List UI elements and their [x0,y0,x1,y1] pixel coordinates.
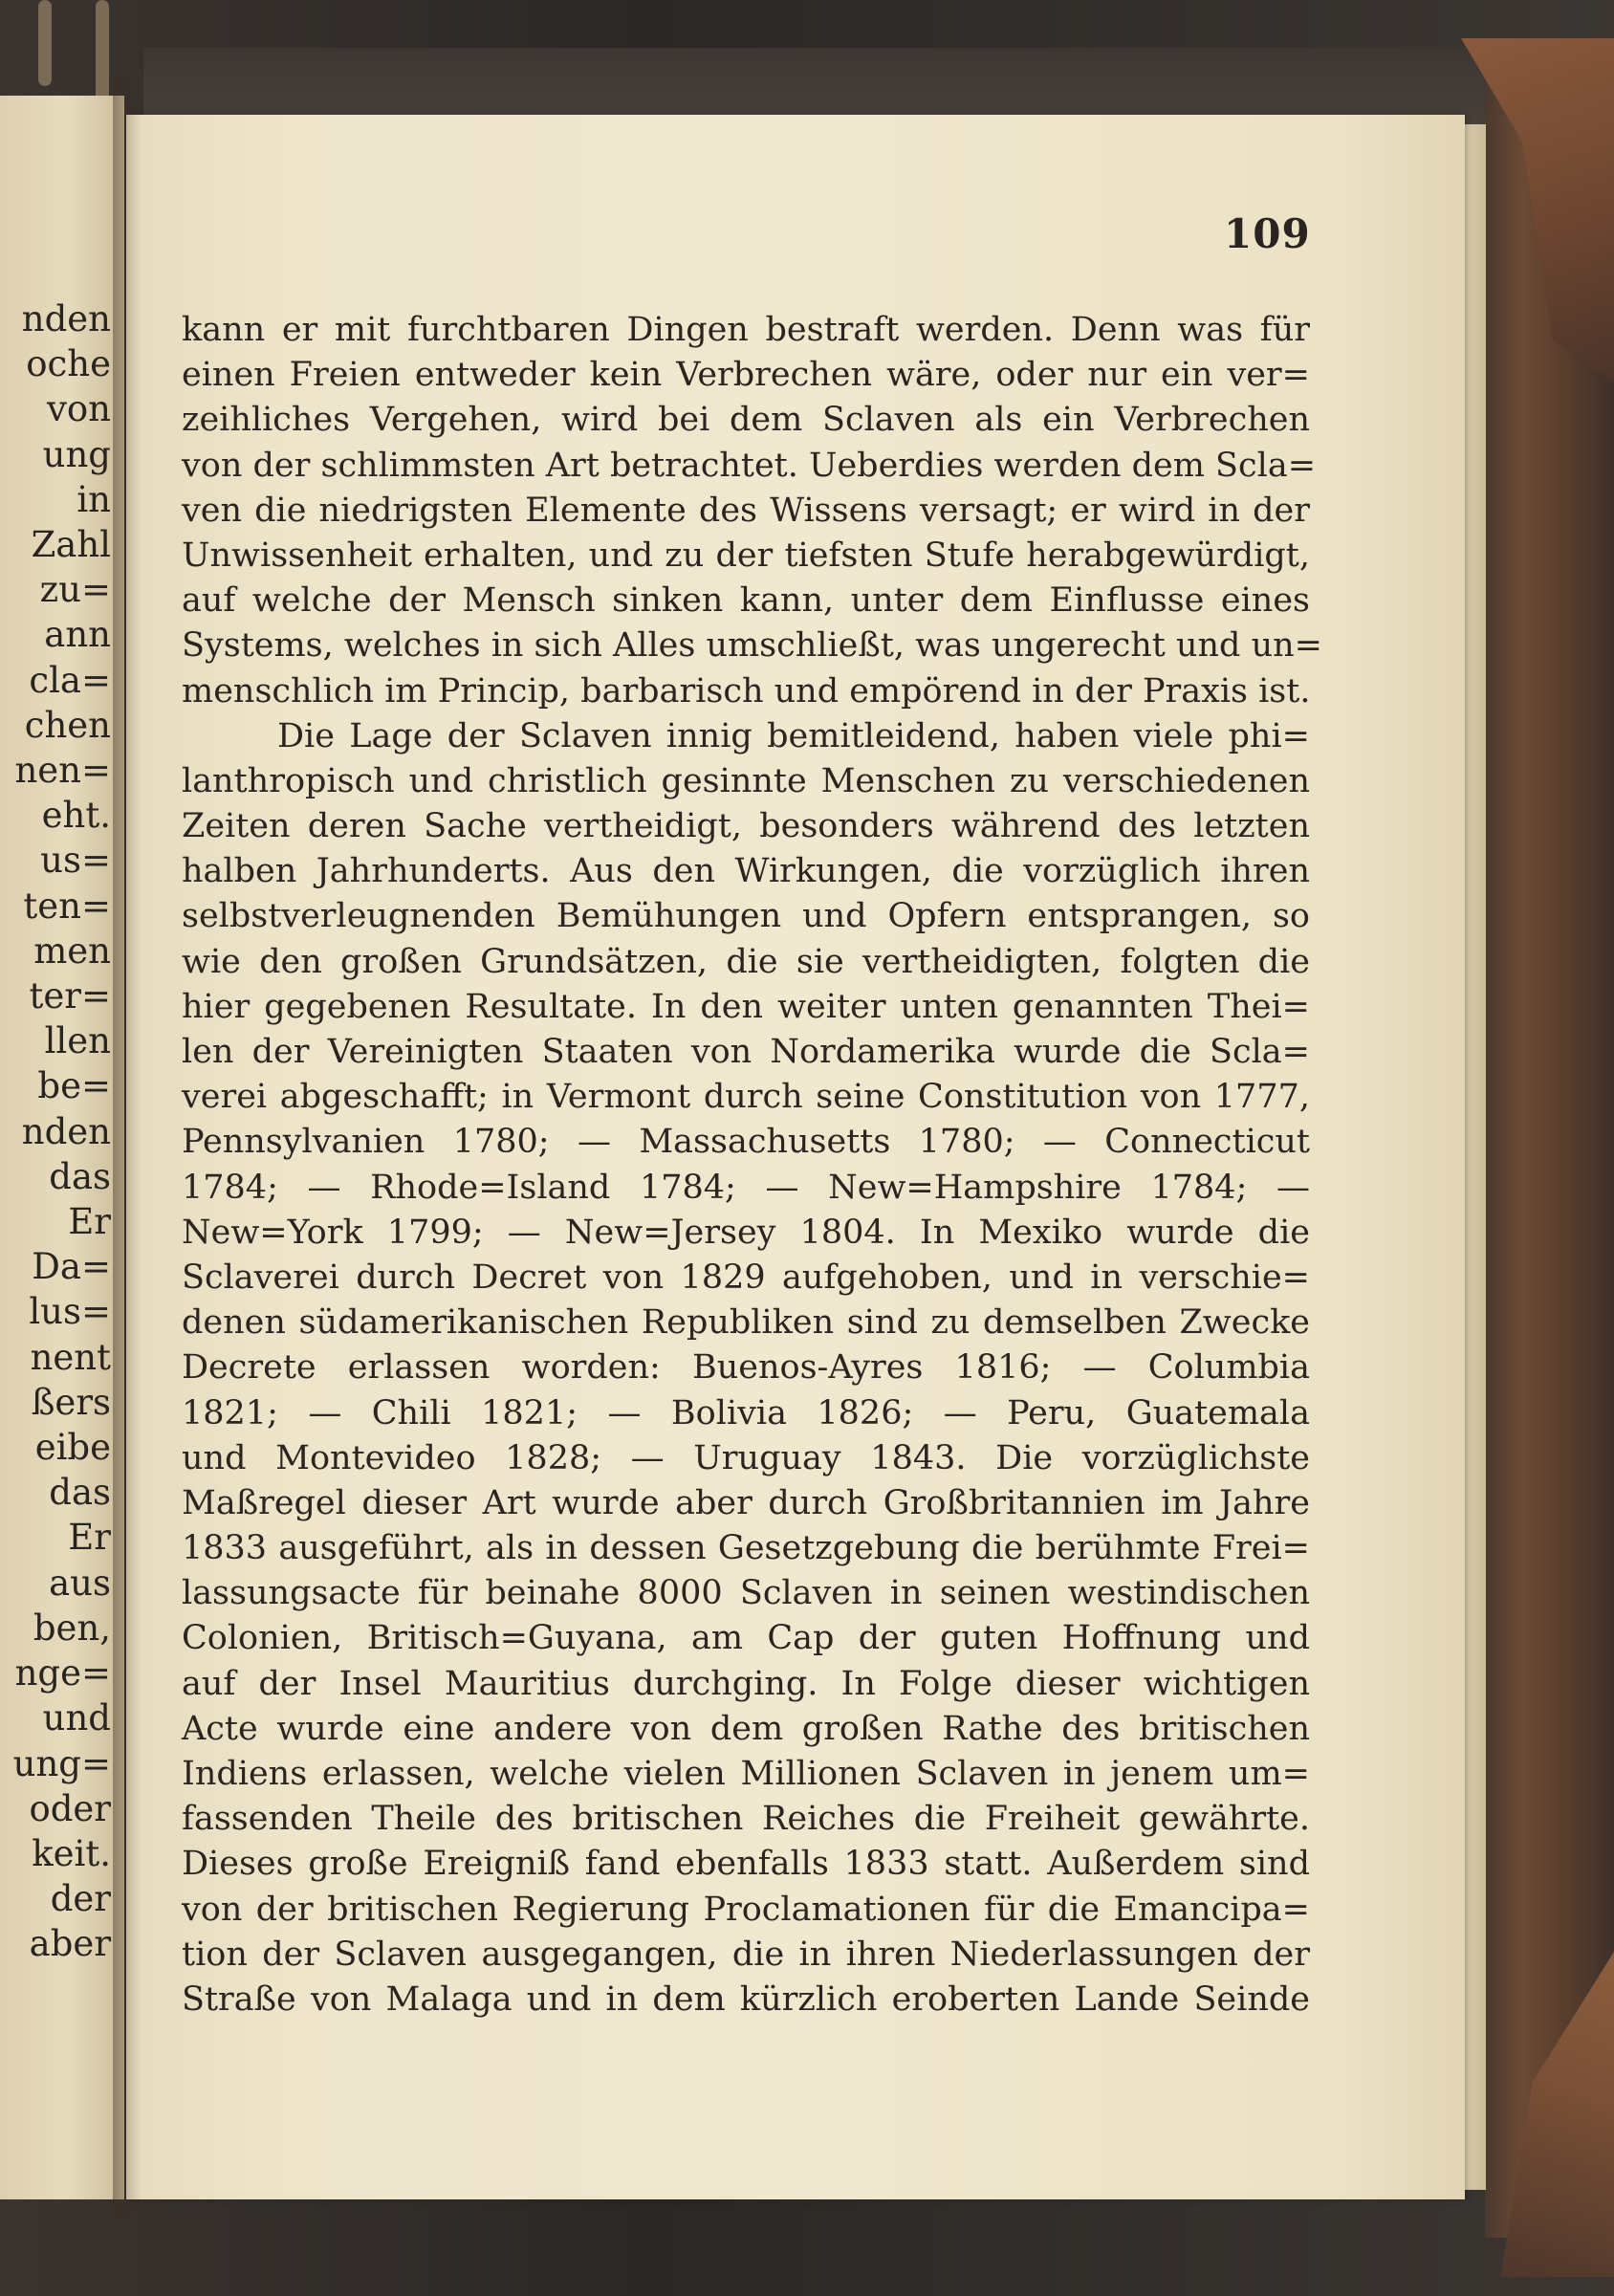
page-body-text [182,308,1322,2023]
text-line: hier gegebenen Resultate. In den weiter unten genannten Thei= [182,987,1310,1026]
previous-page-fragment: aber [29,1923,111,1965]
previous-page-fragment: ßers [31,1381,111,1423]
previous-page-fragment: llen [44,1020,111,1062]
text-line: selbstverleugnenden Bemühungen und Opfern entsprangen, so [182,897,1310,936]
text-line: wie den großen Grundsätzen, die sie vertheidigten, folgten die [182,942,1310,981]
previous-page-fragment: nen= [14,750,111,792]
previous-page-fragment: von [46,388,111,430]
previous-page-fragment: us= [40,840,111,882]
previous-page-fragment: ben, [33,1607,111,1649]
text-line: tion der Sclaven ausgegangen, die in ihren Niederlassungen der [182,1935,1310,1974]
text-line: Unwissenheit erhalten, und zu der tiefsten Stufe herabgewürdigt, [182,536,1310,575]
text-line: kann er mit furchtbaren Dingen bestraft werden. Denn was für [182,311,1310,349]
previous-page-fragment: nden [21,1110,111,1152]
binding-string [38,0,52,86]
previous-page-fragment: aus [49,1562,111,1604]
text-line: Colonien, Britisch=Guyana, am Cap der guten Hoffnung und [182,1619,1310,1658]
previous-page-fragment: ten= [23,885,111,927]
previous-page-fragment: keit. [32,1832,111,1874]
previous-page-fragment: nge= [14,1652,111,1695]
previous-page-fragment: in [76,478,111,520]
previous-page-fragment: be= [37,1065,111,1107]
text-line: 1833 ausgeführt, als in dessen Gesetzgebung die berühmte Frei= [182,1529,1310,1568]
text-line: Systems, welches in sich Alles umschließt, was ungerecht und un= [182,626,1322,666]
text-line: von der schlimmsten Art betrachtet. Ueberdies werden dem Scla= [182,446,1317,485]
text-line: verei abgeschafft; in Vermont durch seine Constitution von 1777, [182,1078,1310,1117]
text-line: 1784; — Rhode=Island 1784; — New=Hampshire 1784; — [182,1168,1310,1207]
binding-string [96,0,109,105]
previous-page-fragment: ung= [12,1742,111,1784]
previous-page-fragment: nden [21,298,111,339]
text-line: Decrete erlassen worden: Buenos-Ayres 1816; — Columbia [182,1348,1310,1388]
text-line: halben Jahrhunderts. Aus den Wirkungen, die vorzüglich ihren [182,852,1310,891]
text-line: einen Freien entweder kein Verbrechen wäre, oder nur ein ver= [182,356,1310,395]
text-line: lanthropisch und christlich gesinnte Menschen zu verschiedenen [182,761,1310,800]
previous-page-fragment: zu= [39,569,111,611]
previous-page-fragment: men [33,929,111,972]
previous-page-fragment: chen [24,704,111,746]
page-number: 109 [1224,210,1311,257]
previous-page [0,96,124,2199]
text-line: Maßregel dieser Art wurde aber durch Großbritannien im Jahre [182,1483,1310,1522]
previous-page-fragment: das [49,1472,111,1514]
previous-page-fragment: nent [30,1336,111,1378]
previous-page-fragment: ung [42,433,111,475]
text-line: und Montevideo 1828; — Uruguay 1843. Die vorzüglichste [182,1438,1310,1477]
page-stack-edge [1465,124,1486,2190]
previous-page-fragment: und [42,1697,111,1739]
previous-page-fragment: oche [26,343,111,385]
text-line: Pennsylvanien 1780; — Massachusetts 1780; — Connecticut [182,1123,1310,1162]
text-line: menschlich im Princip, barbarisch und empörend in der Praxis ist. [182,671,1311,711]
text-line: Sclaverei durch Decret von 1829 aufgehoben, und in verschie= [182,1257,1310,1297]
previous-page-fragment: Er [68,1201,111,1243]
previous-page-text [13,296,111,1967]
gutter-shadow [113,77,142,2219]
previous-page-fragment: ann [44,614,111,656]
text-line: ven die niedrigsten Elemente des Wissens versagt; er wird in der [182,491,1310,530]
text-line: Dieses große Ereigniß fand ebenfalls 1833 statt. Außerdem sind [182,1845,1310,1884]
text-line: New=York 1799; — New=Jersey 1804. In Mexiko wurde die [182,1213,1310,1252]
previous-page-fragment: das [49,1155,111,1197]
text-line: Acte wurde eine andere von dem großen Rathe des britischen [182,1709,1310,1748]
text-line: denen südamerikanischen Republiken sind zu demselben Zwecke [182,1303,1310,1343]
previous-page-fragment: lus= [29,1291,111,1333]
previous-page-fragment: Da= [32,1246,111,1288]
previous-page-fragment: ter= [29,975,111,1017]
previous-page-fragment: Zahl [31,524,111,566]
previous-page-fragment: eibe [34,1427,111,1469]
text-line: von der britischen Regierung Proclamationen für die Emancipa= [182,1890,1310,1929]
previous-page-fragment: oder [29,1787,111,1829]
text-line: 1821; — Chili 1821; — Bolivia 1826; — Peru, Guatemala [182,1393,1310,1432]
previous-page-fragment: Er [68,1517,111,1559]
previous-page-fragment: cla= [29,659,111,701]
text-line: lassungsacte für beinahe 8000 Sclaven in seinen westindischen [182,1574,1310,1613]
text-line: zeihliches Vergehen, wird bei dem Sclaven als ein Verbrechen [182,401,1310,440]
text-line: auf welche der Mensch sinken kann, unter dem Einflusse eines [182,581,1310,621]
previous-page-fragment: der [50,1878,111,1920]
text-line: len der Vereinigten Staaten von Nordamerika wurde die Scla= [182,1033,1310,1071]
text-line: Indiens erlassen, welche vielen Millionen Sclaven in jenem um= [182,1755,1310,1793]
text-line: fassenden Theile des britischen Reiches die Freiheit gewährte. [182,1800,1310,1839]
text-line: auf der Insel Mauritius durchging. In Folge dieser wichtigen [182,1664,1310,1703]
text-line: Die Lage der Sclaven innig bemitleidend, haben viele phi= [277,716,1310,755]
text-line: Zeiten deren Sache vertheidigt, besonders während des letzten [182,807,1310,846]
text-line: Straße von Malaga und in dem kürzlich eroberten Lande Seinde [182,1979,1310,2019]
previous-page-fragment: eht. [41,795,111,837]
